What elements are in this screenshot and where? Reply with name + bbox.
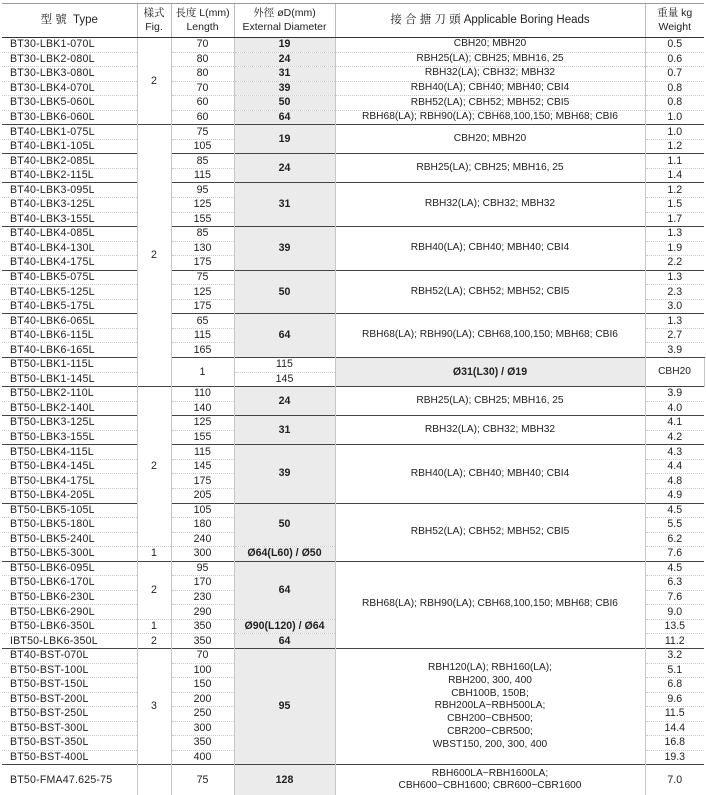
model-cell: BT50-LBK6-350L	[2, 619, 137, 634]
model-cell: BT50-LBK6-095L	[2, 561, 137, 576]
diameter-cell: 50	[234, 503, 335, 547]
model-cell: BT50-LBK6-170L	[2, 576, 137, 591]
weight-cell: 4.9	[645, 488, 704, 503]
boring-heads-line: CBH20; MBH20	[336, 133, 645, 146]
boring-heads-cell	[335, 125, 645, 154]
model-cell: BT50-LBK4-205L	[2, 488, 137, 503]
diameter-cell: 128	[234, 765, 335, 795]
diameter-cell: 31	[234, 67, 335, 82]
weight-cell: 4.4	[645, 459, 704, 474]
length-cell: 180	[171, 518, 234, 533]
length-cell: 125	[171, 285, 234, 300]
weight-cell: 19.3	[645, 750, 704, 765]
boring-heads-line: RBH32(LA); CBH32; MBH32	[336, 198, 645, 211]
weight-cell: 4.0	[645, 401, 704, 416]
boring-heads-line: CBH20; MBH20	[336, 38, 645, 51]
header-model-cn: 型 號	[41, 14, 67, 26]
table-row	[2, 503, 704, 518]
model-cell: BT50-BST-300L	[2, 721, 137, 736]
header-diameter	[234, 4, 335, 38]
length-cell: 80	[171, 67, 234, 82]
table-row	[2, 648, 704, 663]
length-cell: 250	[171, 707, 234, 722]
boring-heads-cell	[335, 314, 645, 358]
model-cell: BT50-BST-200L	[2, 692, 137, 707]
boring-heads-cell	[335, 154, 645, 183]
weight-cell: 1.2	[645, 183, 704, 198]
model-cell: BT50-BST-150L	[2, 678, 137, 693]
model-cell: BT40-LBK3-125L	[2, 198, 137, 213]
model-cell: BT40-LBK6-065L	[2, 314, 137, 329]
length-cell: 95	[171, 561, 234, 576]
length-cell: 85	[171, 227, 234, 242]
weight-cell: 3.2	[645, 648, 704, 663]
model-cell: BT40-LBK3-095L	[2, 183, 137, 198]
model-cell: BT30-LBK5-060L	[2, 96, 137, 111]
length-cell: 70	[171, 648, 234, 663]
diameter-cell: 95	[234, 648, 335, 764]
boring-heads-line: RBH120(LA); RBH160(LA);	[336, 662, 645, 675]
spec-table-container	[2, 3, 704, 795]
boring-heads-line: RBH600LA~RBH1600LA;	[336, 768, 645, 781]
table-row	[2, 81, 704, 96]
model-cell: BT50-BST-100L	[2, 663, 137, 678]
model-cell: BT50-LBK1-115L	[2, 358, 137, 373]
model-cell: BT40-LBK6-115L	[2, 328, 137, 343]
weight-cell: 7.0	[645, 765, 704, 795]
weight-cell: 1.2	[645, 139, 704, 154]
boring-heads-line: RBH25(LA); CBH25; MBH16, 25	[336, 53, 645, 66]
length-cell: 130	[171, 241, 234, 256]
boring-heads-line: RBH68(LA); RBH90(LA); CBH68,100,150; MBH68; CBI6	[336, 329, 645, 342]
boring-heads-line: CBH100B, 150B;	[336, 688, 645, 701]
boring-heads-line: RBH40(LA); CBH40; MBH40; CBI4	[336, 82, 645, 95]
model-cell: BT50-FMA47.625-75	[2, 765, 137, 795]
table-row	[2, 154, 704, 169]
header-row	[2, 4, 704, 38]
model-cell: BT50-LBK4-145L	[2, 459, 137, 474]
length-cell: 115	[171, 168, 234, 183]
boring-heads-line: RBH25(LA); CBH25; MBH16, 25	[336, 395, 645, 408]
model-cell: BT50-LBK5-300L	[2, 547, 137, 562]
diameter-cell: 24	[234, 154, 335, 183]
boring-heads-cell	[335, 96, 645, 111]
length-cell: 350	[171, 619, 234, 634]
length-cell: 60	[171, 96, 234, 111]
boring-heads-cell	[335, 561, 645, 648]
length-cell: 60	[171, 110, 234, 125]
model-cell: BT40-LBK3-155L	[2, 212, 137, 227]
header-fig	[137, 4, 171, 38]
length-cell: 170	[171, 576, 234, 591]
length-cell: 200	[171, 692, 234, 707]
length-cell: 165	[171, 343, 234, 358]
model-cell: BT40-LBK4-175L	[2, 256, 137, 271]
model-cell: BT40-LBK5-125L	[2, 285, 137, 300]
boring-heads-cell	[335, 81, 645, 96]
model-cell: BT30-LBK2-080L	[2, 52, 137, 67]
length-cell: 105	[171, 139, 234, 154]
model-cell: BT50-LBK5-180L	[2, 518, 137, 533]
model-cell: BT40-LBK2-115L	[2, 168, 137, 183]
diameter-cell: 50	[234, 96, 335, 111]
weight-cell: 0.7	[645, 67, 704, 82]
model-cell: BT50-LBK6-230L	[2, 590, 137, 605]
header-heads-en: Applicable Boring Heads	[464, 14, 590, 26]
diameter-cell: Ø64(L60) / Ø50	[234, 547, 335, 562]
boring-heads-line: CBH200~CBH500;	[336, 713, 645, 726]
diameter-cell: 64	[234, 314, 335, 358]
table-row	[2, 765, 704, 795]
header-model	[2, 4, 137, 38]
length-cell: 65	[171, 314, 234, 329]
model-cell: BT50-BST-350L	[2, 736, 137, 751]
model-cell: IBT50-LBK6-350L	[2, 634, 137, 649]
weight-cell: 7.6	[645, 590, 704, 605]
header-fig-en: Fig.	[138, 22, 171, 33]
boring-heads-cell	[335, 445, 645, 503]
length-cell: 125	[171, 198, 234, 213]
model-cell: BT50-BST-400L	[2, 750, 137, 765]
length-cell: 85	[171, 154, 234, 169]
weight-cell: 1.0	[645, 125, 704, 140]
boring-heads-line: CBH600~CBH1600; CBR600~CBR1600	[336, 780, 645, 793]
boring-heads-line: RBH52(LA); CBH52; MBH52; CBI5	[336, 526, 645, 539]
boring-heads-line: RBH32(LA); CBH32; MBH32	[336, 67, 645, 80]
diameter-cell: 64	[234, 634, 335, 649]
model-cell: BT50-LBK3-155L	[2, 430, 137, 445]
header-length	[171, 4, 234, 38]
weight-cell: 3.0	[645, 299, 704, 314]
model-cell: BT50-LBK4-115L	[2, 445, 137, 460]
length-cell: 300	[171, 547, 234, 562]
diameter-cell: 64	[234, 561, 335, 619]
table-row	[2, 52, 704, 67]
diameter-cell: 39	[234, 227, 335, 271]
length-cell: 300	[171, 721, 234, 736]
length-cell: 110	[171, 387, 234, 402]
length-cell: 75	[171, 125, 234, 140]
diameter-cell: 39	[234, 445, 335, 503]
boring-heads-cell	[335, 765, 645, 795]
length-cell: 95	[171, 183, 234, 198]
diameter-cell: 19	[234, 38, 335, 53]
table-row	[2, 270, 704, 285]
table-row	[2, 96, 704, 111]
length-cell: 175	[171, 256, 234, 271]
header-length-en: Length	[172, 22, 234, 33]
fig-cell: 2	[137, 125, 171, 387]
length-cell: 240	[171, 532, 234, 547]
boring-heads-line: RBH68(LA); RBH90(LA); CBH68,100,150; MBH68; CBI6	[336, 598, 645, 611]
weight-cell: 0.6	[645, 52, 704, 67]
table-row	[2, 110, 704, 125]
header-model-en: Type	[73, 14, 98, 26]
model-cell: BT50-LBK4-175L	[2, 474, 137, 489]
boring-heads-line: RBH32(LA); CBH32; MBH32	[336, 424, 645, 437]
weight-cell: 7.6	[645, 547, 704, 562]
weight-cell: 1.1	[645, 154, 704, 169]
header-length-cn: 長度 L(mm)	[172, 8, 234, 19]
model-cell: BT50-LBK3-125L	[2, 416, 137, 431]
weight-cell: 9.0	[645, 605, 704, 620]
weight-cell: 1.5	[645, 198, 704, 213]
table-row	[2, 227, 704, 242]
length-cell: 115	[234, 358, 335, 373]
length-cell: 105	[171, 503, 234, 518]
diameter-cell: 19	[234, 125, 335, 154]
weight-cell: 0.5	[645, 38, 704, 53]
model-cell: BT40-LBK5-175L	[2, 299, 137, 314]
length-cell: 100	[171, 663, 234, 678]
fig-cell: 2	[137, 634, 171, 649]
length-cell: 155	[171, 212, 234, 227]
weight-cell: 16.8	[645, 736, 704, 751]
boring-heads-line: RBH68(LA); RBH90(LA); CBH68,100,150; MBH68; CBI6	[336, 111, 645, 124]
weight-cell: 1.3	[645, 314, 704, 329]
diameter-cell: Ø31(L30) / Ø19	[335, 358, 645, 387]
model-cell: BT40-LBK6-165L	[2, 343, 137, 358]
boring-heads-line: CBR200~CBR500;	[336, 726, 645, 739]
length-cell: 175	[171, 299, 234, 314]
length-cell: 175	[171, 474, 234, 489]
model-cell: BT50-LBK2-110L	[2, 387, 137, 402]
model-cell: BT40-LBK4-085L	[2, 227, 137, 242]
model-cell: BT50-BST-250L	[2, 707, 137, 722]
boring-heads-line: WBST150, 200, 300, 400	[336, 739, 645, 752]
weight-cell: 1.0	[645, 110, 704, 125]
table-row	[2, 67, 704, 82]
boring-heads-line: RBH52(LA); CBH52; MBH52; CBI5	[336, 286, 645, 299]
model-cell: BT40-LBK4-130L	[2, 241, 137, 256]
weight-cell: 4.8	[645, 474, 704, 489]
diameter-cell: 50	[234, 270, 335, 314]
weight-cell: 4.5	[645, 561, 704, 576]
header-heads	[335, 4, 645, 38]
header-diameter-en: External Diameter	[235, 22, 335, 33]
length-cell: 70	[171, 81, 234, 96]
length-cell: 80	[171, 52, 234, 67]
table-row	[2, 358, 704, 373]
spec-table-body	[2, 38, 704, 795]
boring-heads-cell	[335, 503, 645, 561]
weight-cell: 1.9	[645, 241, 704, 256]
weight-cell: 13.5	[645, 619, 704, 634]
table-row	[2, 183, 704, 198]
boring-heads-cell	[335, 270, 645, 314]
weight-cell: 5.5	[645, 518, 704, 533]
diameter-cell: 24	[234, 52, 335, 67]
model-cell: BT30-LBK3-080L	[2, 67, 137, 82]
length-cell: 140	[171, 401, 234, 416]
table-row	[2, 561, 704, 576]
length-cell: 115	[171, 445, 234, 460]
boring-heads-cell	[335, 227, 645, 271]
diameter-cell: 31	[234, 183, 335, 227]
diameter-cell: 24	[234, 387, 335, 416]
weight-cell: 9.6	[645, 692, 704, 707]
weight-cell: 6.8	[645, 678, 704, 693]
model-cell: BT40-LBK1-075L	[2, 125, 137, 140]
model-cell: BT50-LBK1-145L	[2, 372, 137, 387]
boring-heads-line: RBH25(LA); CBH25; MBH16, 25	[336, 162, 645, 175]
header-weight-cn: 重量 kg	[646, 8, 705, 19]
length-cell: 145	[234, 372, 335, 387]
boring-heads-line: CBH20	[646, 366, 704, 379]
weight-cell: 1.3	[645, 227, 704, 242]
weight-cell: 4.5	[645, 503, 704, 518]
fig-cell: 1	[171, 358, 234, 387]
weight-cell: 3.9	[645, 343, 704, 358]
model-cell: BT30-LBK6-060L	[2, 110, 137, 125]
length-cell: 400	[171, 750, 234, 765]
header-heads-cn: 接 合 搪 刀 頭	[390, 14, 460, 26]
diameter-cell: 31	[234, 416, 335, 445]
length-cell: 150	[171, 678, 234, 693]
boring-heads-line: RBH200, 300, 400	[336, 675, 645, 688]
length-cell: 125	[171, 416, 234, 431]
length-cell: 350	[171, 736, 234, 751]
fig-cell: 1	[137, 547, 171, 562]
boring-heads-cell	[335, 183, 645, 227]
table-row	[2, 445, 704, 460]
table-row	[2, 416, 704, 431]
weight-cell: 6.2	[645, 532, 704, 547]
header-weight	[645, 4, 704, 38]
weight-cell: 3.9	[645, 387, 704, 402]
diameter-cell: Ø90(L120) / Ø64	[234, 619, 335, 634]
model-cell: BT40-LBK1-105L	[2, 139, 137, 154]
weight-cell: 0.8	[645, 96, 704, 111]
table-row	[2, 125, 704, 140]
table-row	[2, 387, 704, 402]
header-diameter-cn: 外徑 øD(mm)	[235, 8, 335, 19]
weight-cell: 11.5	[645, 707, 704, 722]
length-cell: 75	[171, 765, 234, 795]
boring-heads-line: RBH40(LA); CBH40; MBH40; CBI4	[336, 242, 645, 255]
boring-heads-line: RBH200LA~RBH500LA;	[336, 700, 645, 713]
weight-cell: 2.2	[645, 256, 704, 271]
length-cell: 70	[171, 38, 234, 53]
boring-heads-cell	[335, 67, 645, 82]
length-cell: 350	[171, 634, 234, 649]
weight-cell: 4.3	[645, 445, 704, 460]
boring-heads-cell	[335, 387, 645, 416]
model-cell: BT40-LBK5-075L	[2, 270, 137, 285]
weight-cell: 4.1	[645, 416, 704, 431]
length-cell: 155	[171, 430, 234, 445]
length-cell: 115	[171, 328, 234, 343]
boring-heads-cell	[335, 648, 645, 764]
weight-cell: 11.2	[645, 634, 704, 649]
length-cell: 205	[171, 488, 234, 503]
model-cell: BT30-LBK1-070L	[2, 38, 137, 53]
weight-cell: 6.3	[645, 576, 704, 591]
boring-heads-cell	[335, 52, 645, 67]
diameter-cell: 64	[234, 110, 335, 125]
weight-cell: 1.7	[645, 212, 704, 227]
weight-cell: 1.4	[645, 168, 704, 183]
weight-cell: 0.8	[645, 81, 704, 96]
weight-cell: 1.3	[645, 270, 704, 285]
model-cell: BT40-LBK2-085L	[2, 154, 137, 169]
weight-cell: 2.3	[645, 285, 704, 300]
fig-cell	[137, 765, 171, 795]
fig-cell: 3	[137, 648, 171, 764]
length-cell: 145	[171, 459, 234, 474]
weight-cell: 4.2	[645, 430, 704, 445]
length-cell: 230	[171, 590, 234, 605]
fig-cell: 2	[137, 561, 171, 619]
model-cell: BT50-LBK5-240L	[2, 532, 137, 547]
weight-cell: 14.4	[645, 721, 704, 736]
boring-heads-line: RBH40(LA); CBH40; MBH40; CBI4	[336, 468, 645, 481]
diameter-cell: 39	[234, 81, 335, 96]
model-cell: BT40-BST-070L	[2, 648, 137, 663]
length-cell: 290	[171, 605, 234, 620]
weight-cell: 5.1	[645, 663, 704, 678]
table-row	[2, 314, 704, 329]
length-cell: 75	[171, 270, 234, 285]
header-weight-en: Weight	[646, 22, 705, 33]
model-cell: BT50-LBK2-140L	[2, 401, 137, 416]
model-cell: BT50-LBK6-290L	[2, 605, 137, 620]
header-fig-cn: 樣式	[138, 8, 171, 19]
model-cell: BT30-LBK4-070L	[2, 81, 137, 96]
boring-heads-cell	[645, 358, 704, 387]
fig-cell: 1	[137, 619, 171, 634]
fig-cell: 2	[137, 387, 171, 547]
boring-heads-cell	[335, 416, 645, 445]
table-row	[2, 38, 704, 53]
boring-bar-spec-table	[2, 3, 704, 795]
boring-heads-cell	[335, 38, 645, 53]
weight-cell: 2.7	[645, 328, 704, 343]
boring-heads-line: RBH52(LA); CBH52; MBH52; CBI5	[336, 97, 645, 110]
fig-cell: 2	[137, 38, 171, 125]
boring-heads-cell	[335, 110, 645, 125]
model-cell: BT50-LBK5-105L	[2, 503, 137, 518]
